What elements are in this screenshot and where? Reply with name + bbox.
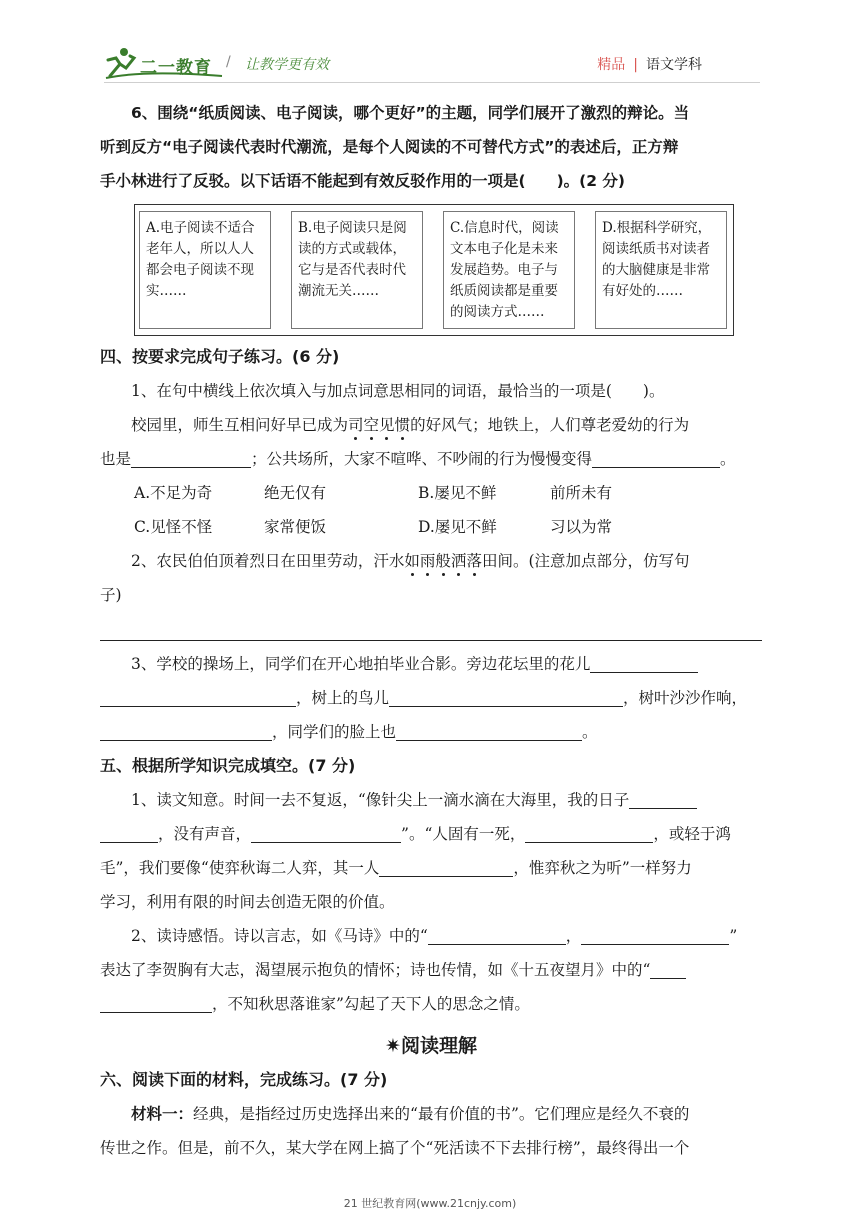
text-run: ，或轻于鸿 bbox=[653, 825, 731, 843]
blank[interactable] bbox=[396, 720, 582, 741]
text-run: 表达了李贺胸有大志，渴望展示抱负的情怀；诗也传情，如《十五夜望月》中的“ bbox=[100, 961, 651, 979]
choice-a-second: 绝无仅有 bbox=[264, 484, 327, 502]
s5-q1 bbox=[100, 783, 762, 817]
choice-c-second: 家常便饭 bbox=[264, 518, 327, 536]
s5-q2-cont2 bbox=[100, 987, 762, 1021]
choice-b-second: 前所未有 bbox=[550, 484, 613, 502]
blank[interactable] bbox=[251, 822, 401, 843]
text-run: ，没有声音， bbox=[158, 825, 252, 843]
blank[interactable] bbox=[100, 686, 296, 707]
s4-q1-sentence bbox=[100, 408, 762, 442]
q6-options-box bbox=[134, 204, 734, 336]
choice-c: C.见怪不怪 bbox=[134, 518, 213, 536]
text-run: ”。“人固有一死， bbox=[401, 825, 526, 843]
page-footer: 21 世纪教育网(www.21cnjy.com) bbox=[343, 1197, 517, 1210]
text-run: 田间。(注意加点部分，仿写句 bbox=[481, 552, 690, 570]
blank[interactable] bbox=[592, 447, 720, 468]
q6-line1: 6、围绕“纸质阅读、电子阅读，哪个更好”的主题，同学们展开了激烈的辩论。当 bbox=[131, 104, 690, 122]
text-run: 校园里，师生互相问好早已成为 bbox=[131, 416, 349, 434]
header-rule bbox=[104, 82, 760, 83]
choice-d-second: 习以为常 bbox=[550, 518, 613, 536]
text-run: 的好风气；地铁上，人们尊老爱幼的行为 bbox=[410, 416, 690, 434]
choice-a: A.不足为奇 bbox=[134, 484, 213, 502]
blank[interactable] bbox=[131, 447, 251, 468]
subject-tag: 语文学科 bbox=[646, 57, 702, 73]
blank[interactable] bbox=[581, 924, 729, 945]
option-c: C.信息时代，阅读文本电子化是未来发展趋势。电子与纸质阅读都是重要的阅读方式…… bbox=[443, 211, 575, 329]
option-a: A.电子阅读不适合老年人，所以人人都会电子阅读不现实…… bbox=[139, 211, 271, 329]
text-run: 。 bbox=[720, 450, 736, 468]
blank[interactable] bbox=[650, 958, 686, 979]
q6-line3: 手小林进行了反驳。以下话语不能起到有效反驳作用的一项是( )。(2 分) bbox=[100, 172, 626, 190]
choice-d: D.屡见不鲜 bbox=[418, 518, 497, 536]
blank[interactable] bbox=[100, 822, 158, 843]
choices-row-2 bbox=[100, 510, 762, 544]
text-run: ” bbox=[729, 927, 738, 945]
tag-separator: | bbox=[633, 57, 638, 73]
text-run: ；公共场所，大家不喧哗、不吵闹的行为慢慢变得 bbox=[251, 450, 593, 468]
s4-q3-cont2 bbox=[100, 715, 762, 749]
header-tags bbox=[597, 54, 702, 74]
text-run: ，树上的鸟儿 bbox=[296, 689, 390, 707]
choices-row-1 bbox=[100, 476, 762, 510]
text-run: 2、农民伯伯顶着烈日在田里劳动，汗水 bbox=[131, 552, 405, 570]
text-run: 2、读诗感悟。诗以言志，如《马诗》中的“ bbox=[131, 927, 428, 945]
document-body bbox=[100, 96, 762, 1165]
blank[interactable] bbox=[100, 720, 272, 741]
text-run: ， bbox=[565, 927, 582, 945]
text-run: ，树叶沙沙作响， bbox=[623, 689, 748, 707]
text-run: 1、读文知意。时间一去不复返，“像针尖上一滴水滴在大海里，我的日子 bbox=[131, 791, 630, 809]
choice-b: B.屡见不鲜 bbox=[418, 484, 497, 502]
s5-q1-cont2 bbox=[100, 851, 762, 885]
answer-line[interactable] bbox=[100, 612, 762, 641]
text-run: 经典，是指经过历史选择出来的“最有价值的书”。它们理应是经久不衰的 bbox=[193, 1105, 690, 1123]
reading-section-title: ✷阅读理解 bbox=[385, 1035, 477, 1057]
text-run: ，同学们的脸上也 bbox=[272, 723, 397, 741]
material-label: 材料一： bbox=[131, 1105, 194, 1123]
s4-q2 bbox=[100, 544, 762, 578]
dotted-word: 司空见惯 bbox=[348, 416, 411, 434]
blank[interactable] bbox=[389, 686, 623, 707]
option-d: D.根据科学研究，阅读纸质书对读者的大脑健康是非常有好处的…… bbox=[595, 211, 727, 329]
s4-q2-cont: 子) bbox=[100, 586, 122, 604]
s5-q1-cont bbox=[100, 817, 762, 851]
s4-q3-cont bbox=[100, 681, 762, 715]
blank[interactable] bbox=[525, 822, 653, 843]
section6-title: 六、阅读下面的材料，完成练习。(7 分) bbox=[100, 1070, 388, 1089]
s4-q1-sentence-cont bbox=[100, 442, 762, 476]
text-run: 也是 bbox=[100, 450, 132, 468]
header-divider: / bbox=[226, 54, 231, 70]
slogan: 让教学更有效 bbox=[245, 57, 329, 73]
page-header bbox=[0, 0, 860, 90]
section5-title: 五、根据所学知识完成填空。(7 分) bbox=[100, 756, 356, 775]
s4-q1-stem: 1、在句中横线上依次填入与加点词意思相同的词语，最恰当的一项是( )。 bbox=[131, 382, 665, 400]
blank[interactable] bbox=[428, 924, 566, 945]
blank[interactable] bbox=[379, 856, 513, 877]
text-run: 。 bbox=[582, 723, 598, 741]
blank[interactable] bbox=[100, 992, 212, 1013]
logo-text: 二一教育 bbox=[140, 58, 212, 78]
s4-q3 bbox=[100, 647, 762, 681]
s5-q2-cont bbox=[100, 953, 762, 987]
material1-line2: 传世之作。但是，前不久，某大学在网上搞了个“死活读不下去排行榜”，最终得出一个 bbox=[100, 1139, 690, 1157]
text-run: ，惟弈秋之为听”一样努力 bbox=[513, 859, 692, 877]
material1-line1 bbox=[100, 1097, 762, 1131]
text-run: 3、学校的操场上，同学们在开心地拍毕业合影。旁边花坛里的花儿 bbox=[131, 655, 591, 673]
blank[interactable] bbox=[590, 652, 698, 673]
option-b: B.电子阅读只是阅读的方式或载体，它与是否代表时代潮流无关…… bbox=[291, 211, 423, 329]
blank[interactable] bbox=[629, 788, 697, 809]
text-run: 毛”，我们要像“使弈秋诲二人弈，其一人 bbox=[100, 859, 380, 877]
quality-tag: 精品 bbox=[597, 57, 626, 73]
section4-title: 四、按要求完成句子练习。(6 分) bbox=[100, 347, 340, 366]
q6-line2: 听到反方“电子阅读代表时代潮流，是每个人阅读的不可替代方式”的表述后，正方辩 bbox=[100, 138, 679, 156]
s5-q2 bbox=[100, 919, 762, 953]
s5-q1-cont3: 学习，利用有限的时间去创造无限的价值。 bbox=[100, 893, 395, 911]
text-run: ，不知秋思落谁家”勾起了天下人的思念之情。 bbox=[212, 995, 530, 1013]
dotted-phrase: 如雨般洒落 bbox=[404, 552, 482, 570]
